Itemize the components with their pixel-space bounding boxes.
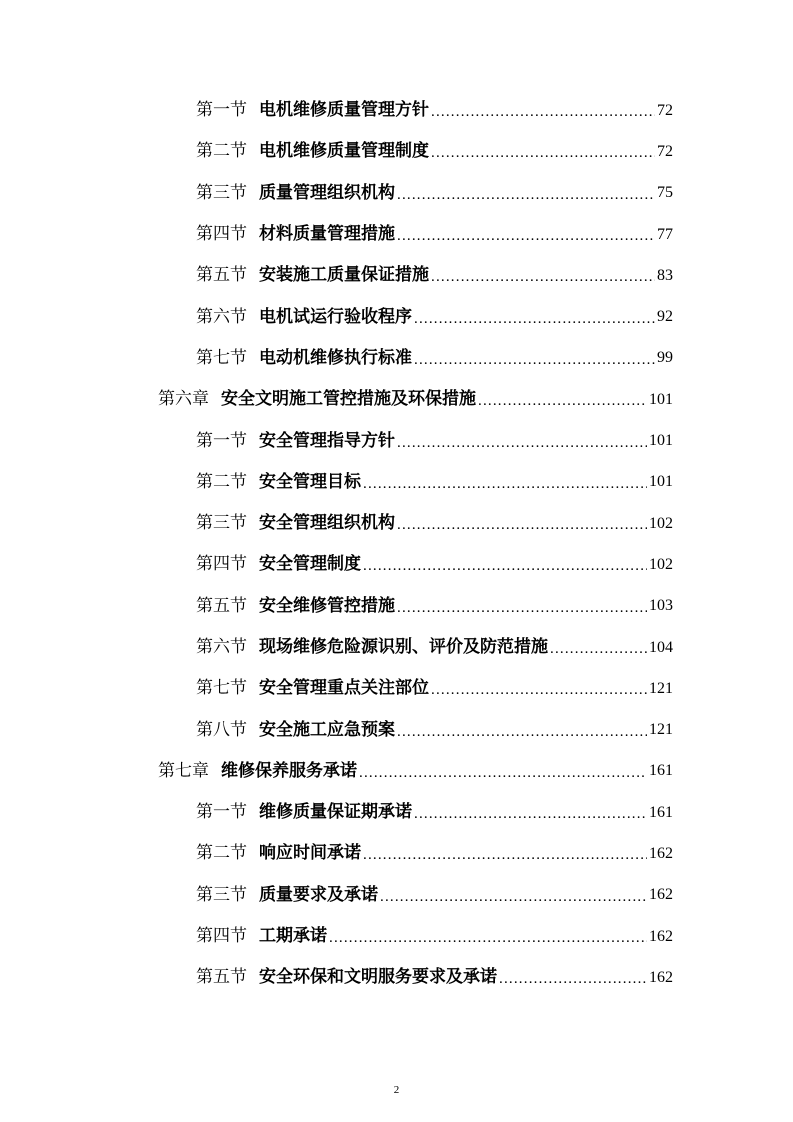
toc-entry-title: 响应时间承诺	[259, 843, 361, 864]
toc-entry-section[interactable]	[0, 131, 673, 172]
toc-entry-page: 72	[657, 101, 673, 119]
dot-leader	[550, 642, 647, 657]
toc-entry-page: 75	[657, 184, 673, 202]
dot-leader	[363, 848, 647, 863]
toc-entry-title: 电机试运行验收程序	[259, 306, 412, 327]
toc-entry-title: 安全管理指导方针	[259, 430, 395, 451]
toc-entry-page: 121	[649, 721, 673, 739]
toc-entry-number: 第二节	[196, 843, 247, 864]
toc-entry-chapter[interactable]	[0, 379, 673, 420]
dot-leader	[397, 188, 655, 203]
toc-entry-page: 162	[649, 968, 673, 986]
toc-entry-section[interactable]	[0, 627, 673, 668]
toc-entry-title: 电机维修质量管理方针	[259, 100, 429, 121]
toc-entry-section[interactable]	[0, 792, 673, 833]
toc-entry-page: 92	[657, 308, 673, 326]
toc-entry-number: 第五节	[196, 967, 247, 988]
toc-entry-section[interactable]	[0, 420, 673, 461]
toc-entry-number: 第三节	[196, 884, 247, 905]
toc-entry-page: 72	[657, 142, 673, 160]
toc-entry-title: 安全管理组织机构	[259, 513, 395, 534]
table-of-contents	[0, 90, 793, 999]
dot-leader	[431, 146, 655, 161]
toc-entry-title: 安全施工应急预案	[259, 719, 395, 740]
toc-entry-page: 101	[649, 390, 673, 408]
dot-leader	[397, 601, 647, 616]
toc-entry-number: 第三节	[196, 182, 247, 203]
toc-entry-page: 77	[657, 225, 673, 243]
toc-entry-title: 质量要求及承诺	[259, 884, 378, 905]
toc-entry-title: 维修保养服务承诺	[221, 760, 357, 781]
toc-entry-title: 安装施工质量保证措施	[259, 265, 429, 286]
toc-entry-page: 99	[657, 349, 673, 367]
toc-entry-section[interactable]	[0, 338, 673, 379]
toc-entry-number: 第四节	[196, 554, 247, 575]
dot-leader	[363, 559, 647, 574]
toc-entry-page: 101	[649, 473, 673, 491]
toc-entry-title: 安全文明施工管控措施及环保措施	[221, 389, 476, 410]
toc-entry-number: 第七章	[158, 760, 209, 781]
toc-entry-number: 第一节	[196, 802, 247, 823]
toc-entry-page: 101	[649, 432, 673, 450]
toc-entry-section[interactable]	[0, 173, 673, 214]
toc-entry-section[interactable]	[0, 668, 673, 709]
toc-entry-section[interactable]	[0, 462, 673, 503]
toc-entry-section[interactable]	[0, 90, 673, 131]
dot-leader	[414, 312, 655, 327]
toc-entry-page: 162	[649, 886, 673, 904]
toc-entry-title: 电机维修质量管理制度	[259, 141, 429, 162]
dot-leader	[431, 683, 647, 698]
toc-entry-number: 第八节	[196, 719, 247, 740]
toc-entry-page: 104	[649, 638, 673, 656]
dot-leader	[499, 972, 647, 987]
toc-entry-number: 第五节	[196, 265, 247, 286]
toc-entry-title: 安全管理制度	[259, 554, 361, 575]
toc-entry-chapter[interactable]	[0, 751, 673, 792]
toc-entry-page: 103	[649, 597, 673, 615]
toc-entry-title: 维修质量保证期承诺	[259, 802, 412, 823]
dot-leader	[397, 436, 647, 451]
toc-entry-number: 第六节	[196, 306, 247, 327]
dot-leader	[431, 270, 655, 285]
dot-leader	[414, 807, 647, 822]
toc-entry-title: 材料质量管理措施	[259, 224, 395, 245]
toc-entry-number: 第四节	[196, 224, 247, 245]
dot-leader	[397, 725, 647, 740]
toc-entry-section[interactable]	[0, 214, 673, 255]
toc-entry-page: 102	[649, 555, 673, 573]
toc-entry-number: 第二节	[196, 471, 247, 492]
toc-entry-section[interactable]	[0, 296, 673, 337]
dot-leader	[359, 766, 647, 781]
toc-entry-number: 第一节	[196, 430, 247, 451]
toc-entry-number: 第六节	[196, 637, 247, 657]
toc-entry-page: 161	[649, 762, 673, 780]
toc-entry-section[interactable]	[0, 709, 673, 750]
dot-leader	[414, 353, 655, 368]
dot-leader	[380, 890, 647, 905]
toc-entry-number: 第二节	[196, 141, 247, 162]
toc-entry-section[interactable]	[0, 255, 673, 296]
toc-entry-title: 现场维修危险源识别、评价及防范措施	[259, 637, 548, 657]
toc-entry-number: 第七节	[196, 347, 247, 368]
toc-entry-page: 162	[649, 927, 673, 945]
dot-leader	[397, 229, 655, 244]
page-number: 2	[393, 1084, 400, 1096]
toc-entry-title: 安全环保和文明服务要求及承诺	[259, 967, 497, 988]
toc-entry-title: 电动机维修执行标准	[259, 347, 412, 368]
toc-entry-section[interactable]	[0, 916, 673, 957]
toc-entry-section[interactable]	[0, 833, 673, 874]
dot-leader	[431, 105, 655, 120]
toc-entry-number: 第六章	[158, 389, 209, 410]
toc-entry-section[interactable]	[0, 503, 673, 544]
toc-entry-title: 安全管理重点关注部位	[259, 678, 429, 699]
dot-leader	[397, 518, 647, 533]
toc-entry-title: 质量管理组织机构	[259, 182, 395, 203]
toc-entry-number: 第五节	[196, 595, 247, 616]
toc-entry-page: 162	[649, 844, 673, 862]
toc-entry-section[interactable]	[0, 544, 673, 585]
toc-entry-title: 安全维修管控措施	[259, 595, 395, 616]
dot-leader	[329, 931, 647, 946]
toc-entry-page: 102	[649, 514, 673, 532]
toc-entry-title: 工期承诺	[259, 926, 327, 947]
toc-entry-number: 第三节	[196, 513, 247, 534]
toc-entry-title: 安全管理目标	[259, 471, 361, 492]
toc-entry-page: 83	[657, 266, 673, 284]
toc-entry-number: 第七节	[196, 678, 247, 699]
toc-entry-page: 121	[649, 679, 673, 697]
toc-entry-section[interactable]	[0, 586, 673, 627]
toc-entry-number: 第四节	[196, 926, 247, 947]
dot-leader	[363, 477, 647, 492]
toc-entry-number: 第一节	[196, 100, 247, 121]
dot-leader	[478, 394, 647, 409]
toc-entry-section[interactable]	[0, 957, 673, 998]
toc-entry-section[interactable]	[0, 875, 673, 916]
toc-entry-page: 161	[649, 803, 673, 821]
